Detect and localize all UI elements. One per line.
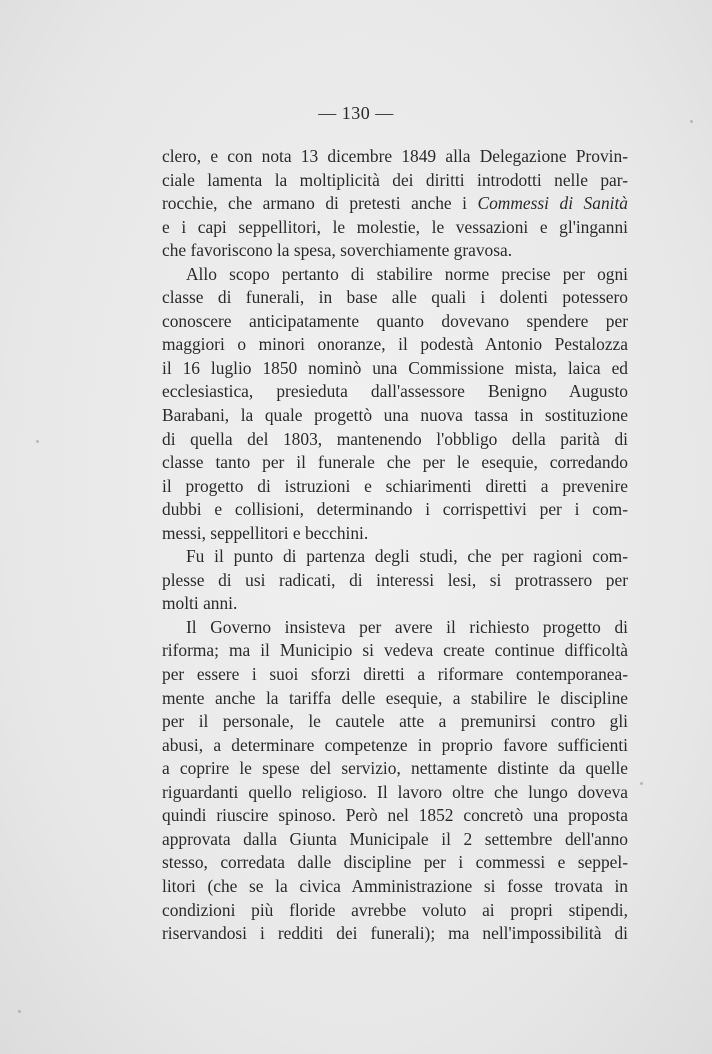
text-line: messi, seppellitori e becchini. <box>162 522 369 543</box>
text-line: rocchie, che armano di pretesti anche i Commessi di Sanità <box>162 193 628 214</box>
text-line: riforma; ma il Municipio si vedeva create continue difficoltà <box>162 640 628 661</box>
text-line: classe tanto per il funerale che per le esequie, corredando <box>162 452 628 473</box>
text-line: che favoriscono la spesa, soverchiamente gravosa. <box>162 240 513 261</box>
text-line: clero, e con nota 13 dicembre 1849 alla Delegazione Provin- <box>162 146 628 166</box>
text-line: riservandosi i redditi dei funerali); ma nell'impossibilità di <box>162 923 628 944</box>
paragraph <box>162 545 628 616</box>
text-line: di quella del 1803, mantenendo l'obbligo della parità di <box>162 428 628 449</box>
text-line: Il Governo insisteva per avere il richiesto progetto di <box>186 616 628 637</box>
text-line: conoscere anticipatamente quanto dovevano spendere per <box>162 310 628 331</box>
text-line: molti anni. <box>162 593 238 614</box>
paragraph <box>162 263 628 546</box>
text-line: Fu il punto di partenza degli studi, che per ragioni com- <box>186 546 628 567</box>
italic-phrase: Commessi di Sanità <box>477 193 628 214</box>
text-line: a coprire le spese del servizio, nettamente distinte da quelle <box>162 758 628 779</box>
paragraph <box>162 616 628 946</box>
page-number: — 130 — <box>318 103 394 123</box>
text-line: il 16 luglio 1850 nominò una Commissione mista, laica ed <box>162 357 628 378</box>
text-line: maggiori o minori onoranze, il podestà Antonio Pestalozza <box>162 334 628 355</box>
text-line: dubbi e collisioni, determinando i corrispettivi per i com- <box>162 499 628 520</box>
text-line: stesso, corredata dalle discipline per i commessi e seppel- <box>162 852 628 873</box>
paper-speck <box>640 782 643 785</box>
text-line: Allo scopo pertanto di stabilire norme precise per ogni <box>186 263 628 284</box>
text-line: mente anche la tariffa delle esequie, a stabilire le discipline <box>162 687 628 708</box>
text-line: Barabani, la quale progettò una nuova tassa in sostituzione <box>162 405 628 426</box>
text-line: riguardanti quello religioso. Il lavoro oltre che lungo doveva <box>162 781 628 802</box>
text-line: abusi, a determinare competenze in proprio favore sufficienti <box>162 734 628 755</box>
paper-speck <box>18 1010 21 1013</box>
text-line: litori (che se la civica Amministrazione si fosse trovata in <box>162 875 628 896</box>
text-line: ciale lamenta la moltiplicità dei diritti introdotti nelle par- <box>162 169 628 190</box>
text-line: approvata dalla Giunta Municipale il 2 settembre dell'anno <box>162 828 628 849</box>
paper-speck <box>690 120 693 123</box>
text-line: e i capi seppellitori, le molestie, le vessazioni e gl'inganni <box>162 216 628 237</box>
paragraph <box>162 145 628 263</box>
text-line: ecclesiastica, presieduta dall'assessore Benigno Augusto <box>162 381 628 402</box>
text-line: per essere i suoi sforzi diretti a riformare contemporanea- <box>162 664 628 685</box>
text-line: classe di funerali, in base alle quali i dolenti potessero <box>162 287 628 308</box>
text-line: condizioni più floride avrebbe voluto ai propri stipendi, <box>162 899 628 920</box>
paper-speck <box>36 440 39 443</box>
text-line: quindi riuscire spinoso. Però nel 1852 concretò una proposta <box>162 805 628 826</box>
text-line: il progetto di istruzioni e schiarimenti diretti a prevenire <box>162 475 628 496</box>
body-text <box>162 145 628 946</box>
text-line: plesse di usi radicati, di interessi lesi, si protrassero per <box>162 569 628 590</box>
text-line: per il personale, le cautele atte a premunirsi contro gli <box>162 711 628 732</box>
